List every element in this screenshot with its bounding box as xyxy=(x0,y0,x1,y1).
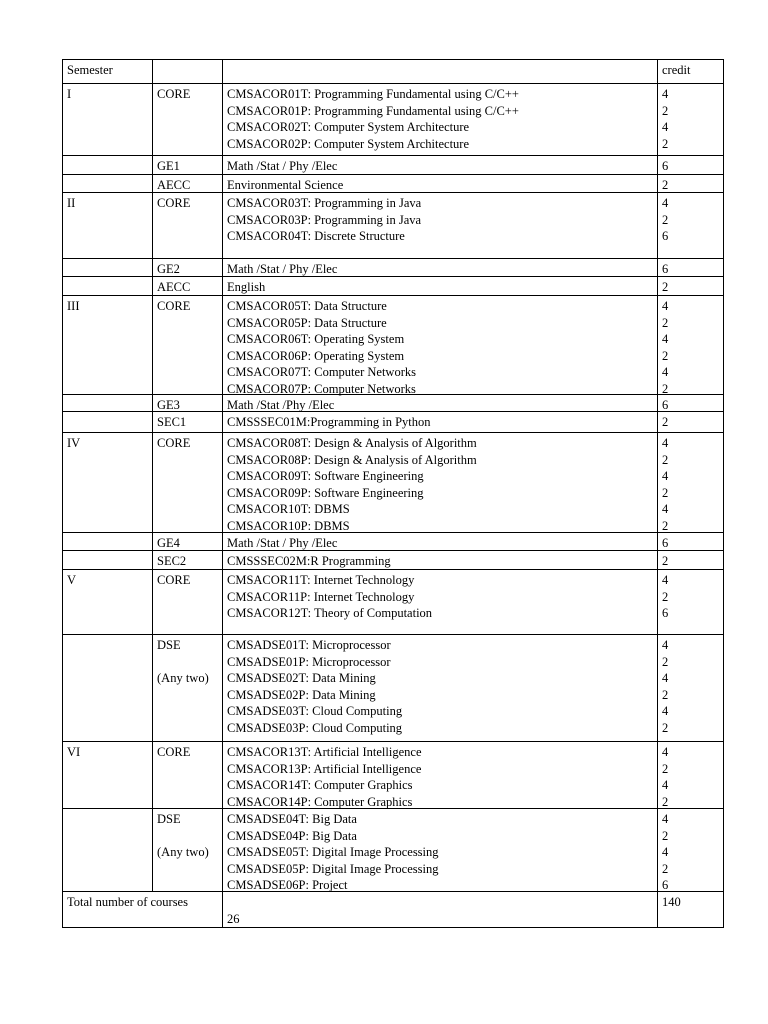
category-cell: CORE xyxy=(157,745,191,759)
course-cell: CMSACOR03P: Programming in Java xyxy=(227,212,422,227)
category-cell: (Any two) xyxy=(157,671,209,685)
course-cell: Math /Stat /Phy /Elec xyxy=(227,398,335,412)
credit-cell: 4 xyxy=(662,436,669,450)
credit-cell: 2 xyxy=(662,415,669,429)
category-cell: AECC xyxy=(157,178,191,192)
credit-cell: 2 xyxy=(662,828,669,843)
total-courses-count: 26 xyxy=(227,912,240,926)
category-cell: CORE xyxy=(157,573,191,587)
credit-cell: 2 xyxy=(662,687,669,702)
category-cell: SEC1 xyxy=(157,415,187,429)
row-divider xyxy=(62,155,724,156)
credit-cell: 4 xyxy=(662,332,669,346)
credit-cell: 6 xyxy=(662,536,669,550)
semester-cell: I xyxy=(67,87,72,101)
course-structure-table xyxy=(62,59,724,928)
course-cell: CMSACOR14P: Computer Graphics xyxy=(227,794,413,809)
course-cell: CMSACOR03T: Programming in Java xyxy=(227,196,422,210)
course-cell: CMSACOR10P: DBMS xyxy=(227,518,350,533)
course-cell: Math /Stat / Phy /Elec xyxy=(227,262,338,276)
course-cell: CMSACOR01T: Programming Fundamental using C/C++ xyxy=(227,87,519,101)
total-credit-value: 140 xyxy=(662,895,681,909)
category-cell: SEC2 xyxy=(157,554,187,568)
semester-cell: IV xyxy=(67,436,81,450)
credit-cell: 4 xyxy=(662,778,669,792)
category-cell: GE3 xyxy=(157,398,180,412)
credit-cell: 6 xyxy=(662,229,669,243)
semester-cell: III xyxy=(67,299,80,313)
credit-cell: 4 xyxy=(662,573,669,587)
credit-cell: 2 xyxy=(662,212,669,227)
row-divider xyxy=(62,83,724,84)
category-cell: CORE xyxy=(157,87,191,101)
semester-cell: VI xyxy=(67,745,81,759)
category-cell: AECC xyxy=(157,280,191,294)
row-divider xyxy=(62,432,724,433)
course-cell: CMSACOR08T: Design & Analysis of Algorithm xyxy=(227,436,477,450)
row-divider xyxy=(62,258,724,259)
category-cell: GE2 xyxy=(157,262,180,276)
course-cell: CMSACOR05T: Data Structure xyxy=(227,299,387,313)
course-cell: CMSADSE04T: Big Data xyxy=(227,812,357,826)
credit-cell: 2 xyxy=(662,720,669,735)
category-cell: GE1 xyxy=(157,159,180,173)
course-cell: CMSADSE04P: Big Data xyxy=(227,828,357,843)
credit-cell: 4 xyxy=(662,502,669,516)
credit-cell: 4 xyxy=(662,469,669,483)
credit-cell: 2 xyxy=(662,348,669,363)
row-divider xyxy=(62,741,724,742)
credit-cell: 4 xyxy=(662,671,669,685)
course-cell: CMSADSE02P: Data Mining xyxy=(227,687,376,702)
course-cell: CMSACOR09P: Software Engineering xyxy=(227,485,424,500)
credit-cell: 2 xyxy=(662,518,669,533)
credit-cell: 2 xyxy=(662,315,669,330)
course-cell: CMSACOR10T: DBMS xyxy=(227,502,350,516)
course-cell: Environmental Science xyxy=(227,178,344,192)
category-cell: CORE xyxy=(157,299,191,313)
course-cell: CMSSSEC02M:R Programming xyxy=(227,554,391,568)
credit-cell: 2 xyxy=(662,136,669,151)
credit-cell: 4 xyxy=(662,638,669,652)
course-cell: CMSACOR01P: Programming Fundamental using C/C++ xyxy=(227,103,519,118)
credit-cell: 6 xyxy=(662,398,669,412)
category-cell: DSE xyxy=(157,812,181,826)
course-cell: CMSACOR07T: Computer Networks xyxy=(227,365,416,379)
row-divider xyxy=(62,891,724,892)
column-divider xyxy=(222,59,223,928)
credit-cell: 4 xyxy=(662,87,669,101)
course-cell: CMSADSE06P: Project xyxy=(227,878,348,892)
credit-cell: 6 xyxy=(662,262,669,276)
course-cell: CMSADSE02T: Data Mining xyxy=(227,671,376,685)
course-cell: CMSACOR11P: Internet Technology xyxy=(227,589,415,604)
course-cell: CMSADSE03T: Cloud Computing xyxy=(227,704,403,718)
credit-cell: 2 xyxy=(662,654,669,669)
course-cell: CMSACOR05P: Data Structure xyxy=(227,315,387,330)
course-cell: Math /Stat / Phy /Elec xyxy=(227,159,338,173)
semester-cell: V xyxy=(67,573,77,587)
course-cell: CMSACOR11T: Internet Technology xyxy=(227,573,415,587)
row-divider xyxy=(62,634,724,635)
course-cell: English xyxy=(227,280,266,294)
credit-cell: 6 xyxy=(662,159,669,173)
credit-cell: 4 xyxy=(662,299,669,313)
row-divider xyxy=(62,532,724,533)
category-cell: DSE xyxy=(157,638,181,652)
credit-cell: 4 xyxy=(662,120,669,134)
credit-cell: 6 xyxy=(662,878,669,892)
course-cell: CMSACOR09T: Software Engineering xyxy=(227,469,424,483)
course-cell: CMSADSE01T: Microprocessor xyxy=(227,638,391,652)
category-cell: (Any two) xyxy=(157,845,209,859)
credit-cell: 4 xyxy=(662,812,669,826)
credit-cell: 4 xyxy=(662,845,669,859)
course-cell: CMSACOR13P: Artificial Intelligence xyxy=(227,761,422,776)
course-cell: CMSACOR06T: Operating System xyxy=(227,332,405,346)
course-cell: CMSACOR14T: Computer Graphics xyxy=(227,778,413,792)
course-cell: CMSADSE03P: Cloud Computing xyxy=(227,720,403,735)
header-credit: credit xyxy=(662,63,691,77)
category-cell: CORE xyxy=(157,196,191,210)
course-cell: CMSACOR08P: Design & Analysis of Algorithm xyxy=(227,452,477,467)
course-cell: CMSACOR13T: Artificial Intelligence xyxy=(227,745,422,759)
course-cell: CMSACOR12T: Theory of Computation xyxy=(227,606,433,620)
course-cell: CMSACOR02T: Computer System Architecture xyxy=(227,120,470,134)
course-cell: Math /Stat / Phy /Elec xyxy=(227,536,338,550)
credit-cell: 2 xyxy=(662,861,669,876)
column-divider xyxy=(152,59,153,891)
total-courses-label: Total number of courses xyxy=(67,895,188,909)
credit-cell: 4 xyxy=(662,365,669,379)
semester-cell: II xyxy=(67,196,76,210)
course-cell: CMSACOR04T: Discrete Structure xyxy=(227,229,405,243)
credit-cell: 2 xyxy=(662,280,669,294)
course-cell: CMSACOR06P: Operating System xyxy=(227,348,405,363)
credit-cell: 2 xyxy=(662,178,669,192)
credit-cell: 2 xyxy=(662,103,669,118)
credit-cell: 2 xyxy=(662,485,669,500)
column-divider xyxy=(657,59,658,928)
credit-cell: 2 xyxy=(662,761,669,776)
course-cell: CMSADSE05T: Digital Image Processing xyxy=(227,845,439,859)
course-cell: CMSSSEC01M:Programming in Python xyxy=(227,415,431,429)
credit-cell: 2 xyxy=(662,794,669,809)
course-cell: CMSACOR07P: Computer Networks xyxy=(227,381,416,396)
course-cell: CMSADSE01P: Microprocessor xyxy=(227,654,391,669)
category-cell: CORE xyxy=(157,436,191,450)
course-cell: CMSACOR02P: Computer System Architecture xyxy=(227,136,470,151)
credit-cell: 2 xyxy=(662,589,669,604)
credit-cell: 6 xyxy=(662,606,669,620)
credit-cell: 4 xyxy=(662,704,669,718)
category-cell: GE4 xyxy=(157,536,180,550)
credit-cell: 2 xyxy=(662,381,669,396)
course-cell: CMSADSE05P: Digital Image Processing xyxy=(227,861,439,876)
header-semester: Semester xyxy=(67,63,113,77)
credit-cell: 2 xyxy=(662,452,669,467)
credit-cell: 4 xyxy=(662,196,669,210)
credit-cell: 4 xyxy=(662,745,669,759)
credit-cell: 2 xyxy=(662,554,669,568)
